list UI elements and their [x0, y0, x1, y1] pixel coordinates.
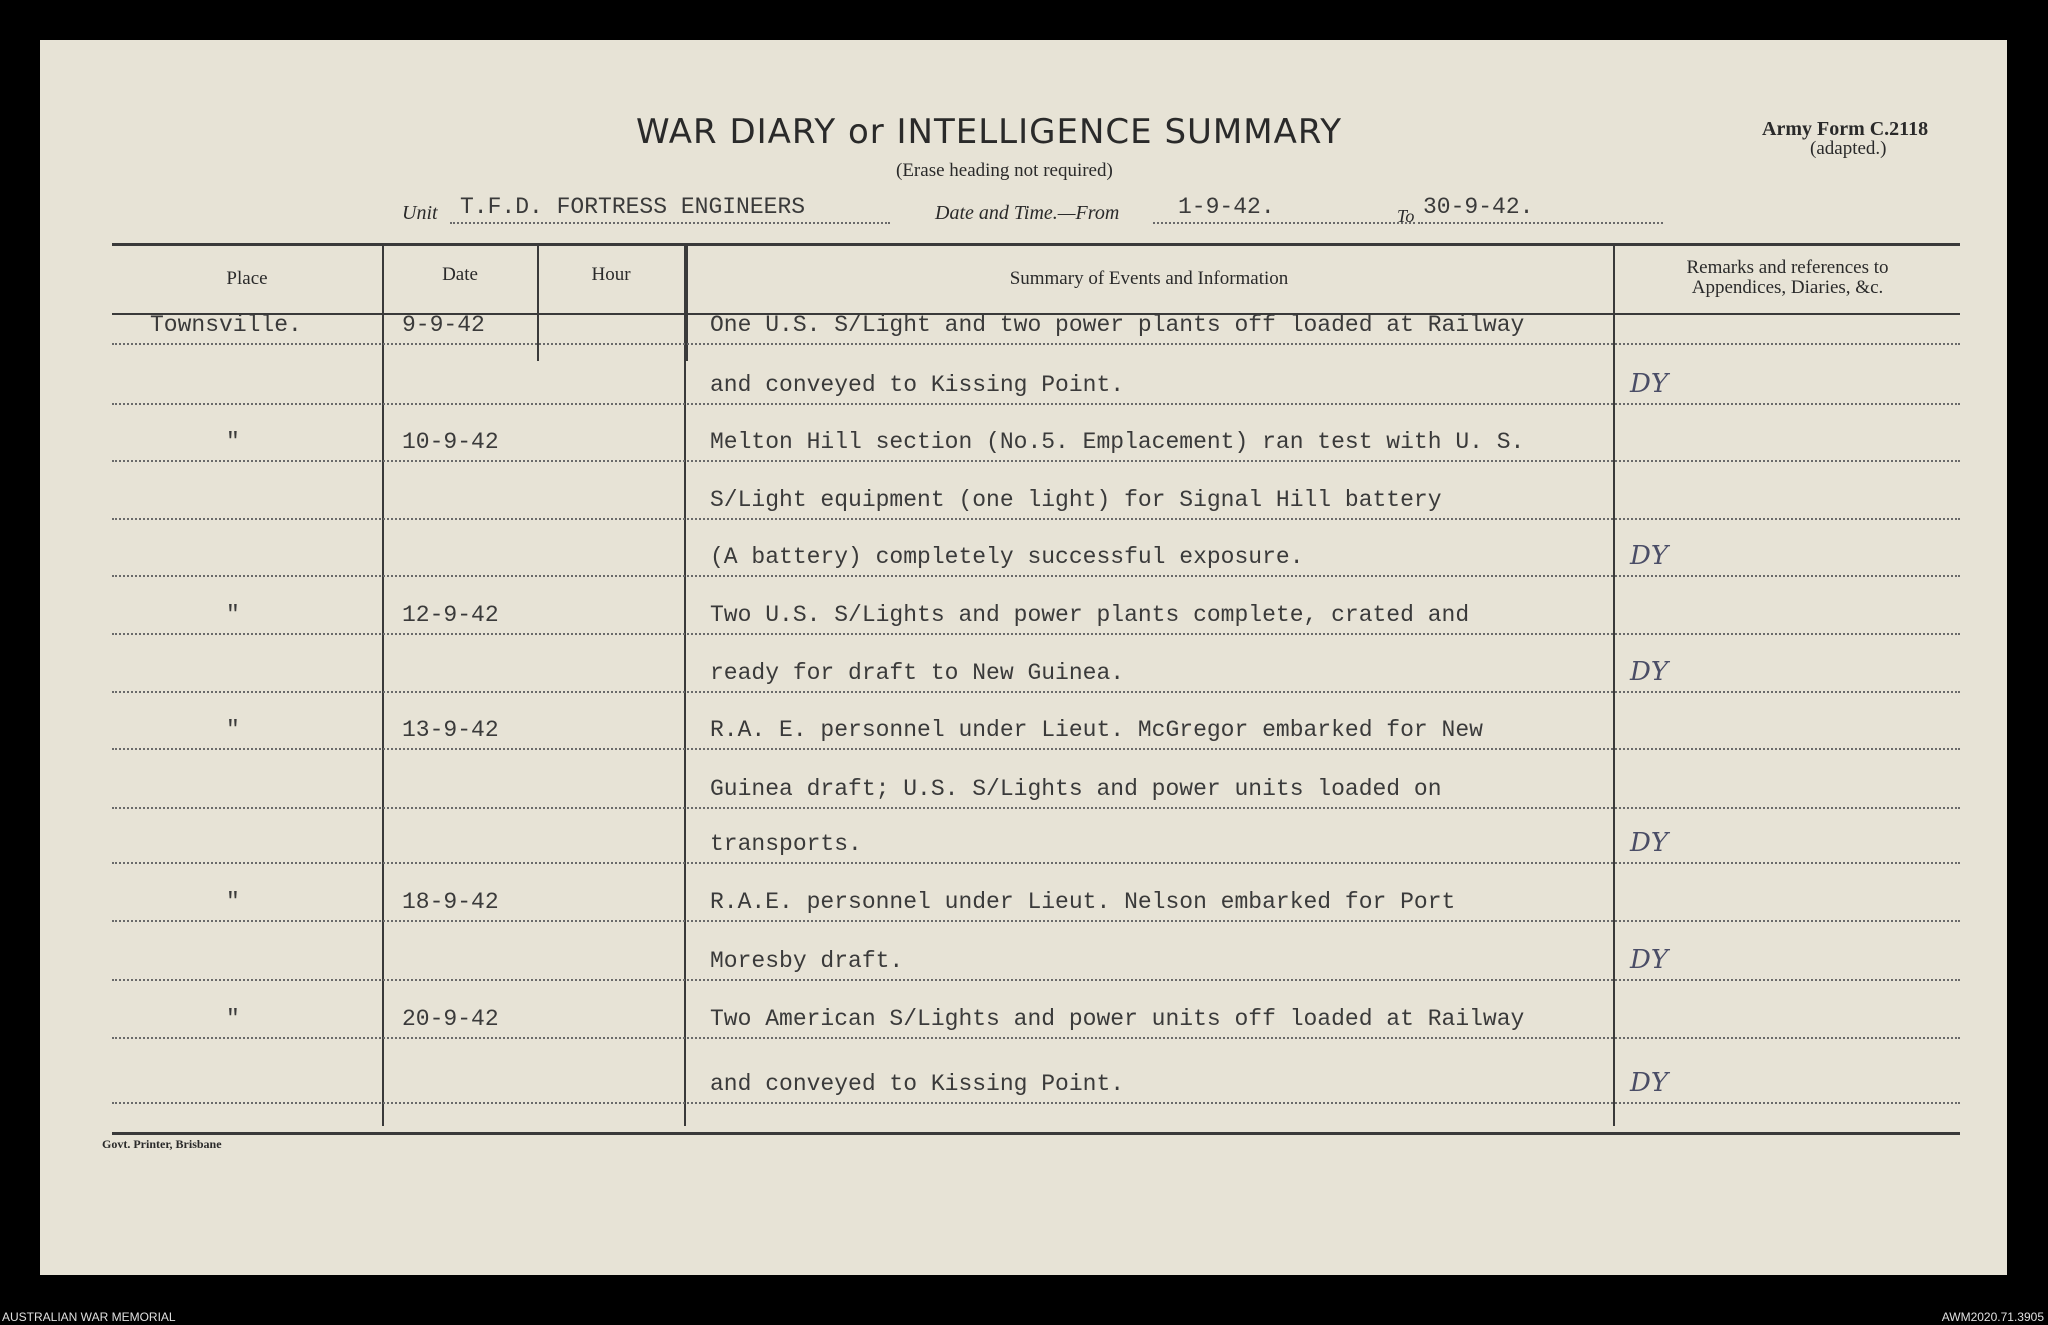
entry-rule: [112, 343, 1960, 345]
entry-initials: DY: [1630, 541, 1669, 571]
army-form-adapted: (adapted.): [1810, 138, 1887, 159]
entry-summary: (A battery) completely successful exposure.: [710, 544, 1304, 570]
entry-initials: DY: [1630, 657, 1669, 687]
entry-place: ": [226, 602, 240, 628]
header-summary: Summary of Events and Information: [1009, 268, 1289, 289]
entry-rule: [112, 1037, 1960, 1039]
entry-rule: [112, 460, 1960, 462]
header-remarks: [1615, 258, 1960, 298]
entry-place: ": [226, 889, 240, 915]
entry-initials: DY: [1630, 1068, 1669, 1098]
date-to-rule: [1418, 222, 1663, 224]
diary-page: [40, 40, 2007, 1275]
to-label: To: [1397, 206, 1415, 226]
entry-summary: R.A.E. personnel under Lieut. Nelson embarked for Port: [710, 889, 1456, 915]
entry-summary: Guinea draft; U.S. S/Lights and power units loaded on: [710, 776, 1442, 802]
entry-summary: R.A. E. personnel under Lieut. McGregor embarked for New: [710, 717, 1483, 743]
entry-summary: S/Light equipment (one light) for Signal Hill battery: [710, 487, 1442, 513]
date-time-label: Date and Time.—From: [935, 202, 1120, 224]
entry-rule: [112, 979, 1960, 981]
entry-summary: Melton Hill section (No.5. Emplacement) ran test with U. S.: [710, 429, 1525, 455]
entry-summary: Two U.S. S/Lights and power plants complete, crated and: [710, 602, 1470, 628]
entry-summary: Two American S/Lights and power units off loaded at Railway: [710, 1006, 1525, 1032]
entry-rule: [112, 920, 1960, 922]
entry-rule: [112, 403, 1960, 405]
unit-label: Unit: [402, 202, 438, 224]
archive-credit: AUSTRALIAN WAR MEMORIAL: [2, 1310, 176, 1324]
army-form-number: Army Form C.2118: [1762, 118, 1929, 140]
unit-rule: [450, 222, 890, 224]
entry-rule: [112, 807, 1960, 809]
header-remarks-line-2: Appendices, Diaries, &c.: [1691, 277, 1884, 298]
date-from-rule: [1153, 222, 1415, 224]
header-date: Date: [442, 264, 478, 285]
form-subtitle: (Erase heading not required): [896, 160, 1113, 181]
entry-date: 9-9-42: [402, 312, 485, 338]
entry-date: 20-9-42: [402, 1006, 499, 1032]
header-hour: Hour: [591, 264, 631, 285]
entry-date: 10-9-42: [402, 429, 499, 455]
unit-value: T.F.D. FORTRESS ENGINEERS: [460, 194, 806, 220]
date-from: 1-9-42.: [1178, 194, 1275, 220]
entry-initials: DY: [1630, 828, 1669, 858]
entry-date: 12-9-42: [402, 602, 499, 628]
entry-rule: [112, 518, 1960, 520]
entry-place: ": [226, 1006, 240, 1032]
printer-imprint: Govt. Printer, Brisbane: [102, 1137, 222, 1151]
header-remarks-line-1: Remarks and references to: [1686, 257, 1889, 278]
entry-place: ": [226, 717, 240, 743]
entry-date: 18-9-42: [402, 889, 499, 915]
entry-summary: Moresby draft.: [710, 948, 904, 974]
entry-place: ": [226, 429, 240, 455]
column-divider-hour-lower: [684, 243, 686, 1126]
entry-rule: [112, 862, 1960, 864]
entry-initials: DY: [1630, 369, 1669, 399]
entry-date: 13-9-42: [402, 717, 499, 743]
entry-summary: ready for draft to New Guinea.: [710, 660, 1125, 686]
entry-summary: transports.: [710, 831, 862, 857]
archive-reference: AWM2020.71.3905: [1941, 1310, 2044, 1324]
date-to: 30-9-42.: [1423, 194, 1534, 220]
entry-summary: One U.S. S/Light and two power plants off loaded at Railway: [710, 312, 1525, 338]
entry-rule: [112, 633, 1960, 635]
table-top-rule: [112, 243, 1960, 246]
entry-rule: [112, 575, 1960, 577]
entry-initials: DY: [1630, 945, 1669, 975]
entry-rule: [112, 1102, 1960, 1104]
entry-rule: [112, 691, 1960, 693]
entry-summary: and conveyed to Kissing Point.: [710, 1071, 1125, 1097]
table-bottom-rule: [112, 1132, 1960, 1135]
entry-summary: and conveyed to Kissing Point.: [710, 372, 1125, 398]
column-divider-summary: [1613, 243, 1615, 1126]
entry-rule: [112, 748, 1960, 750]
column-divider-place: [382, 243, 384, 1126]
form-title: WAR DIARY or INTELLIGENCE SUMMARY: [636, 112, 1343, 152]
header-place: Place: [226, 268, 268, 289]
entry-place: Townsville.: [150, 312, 302, 338]
